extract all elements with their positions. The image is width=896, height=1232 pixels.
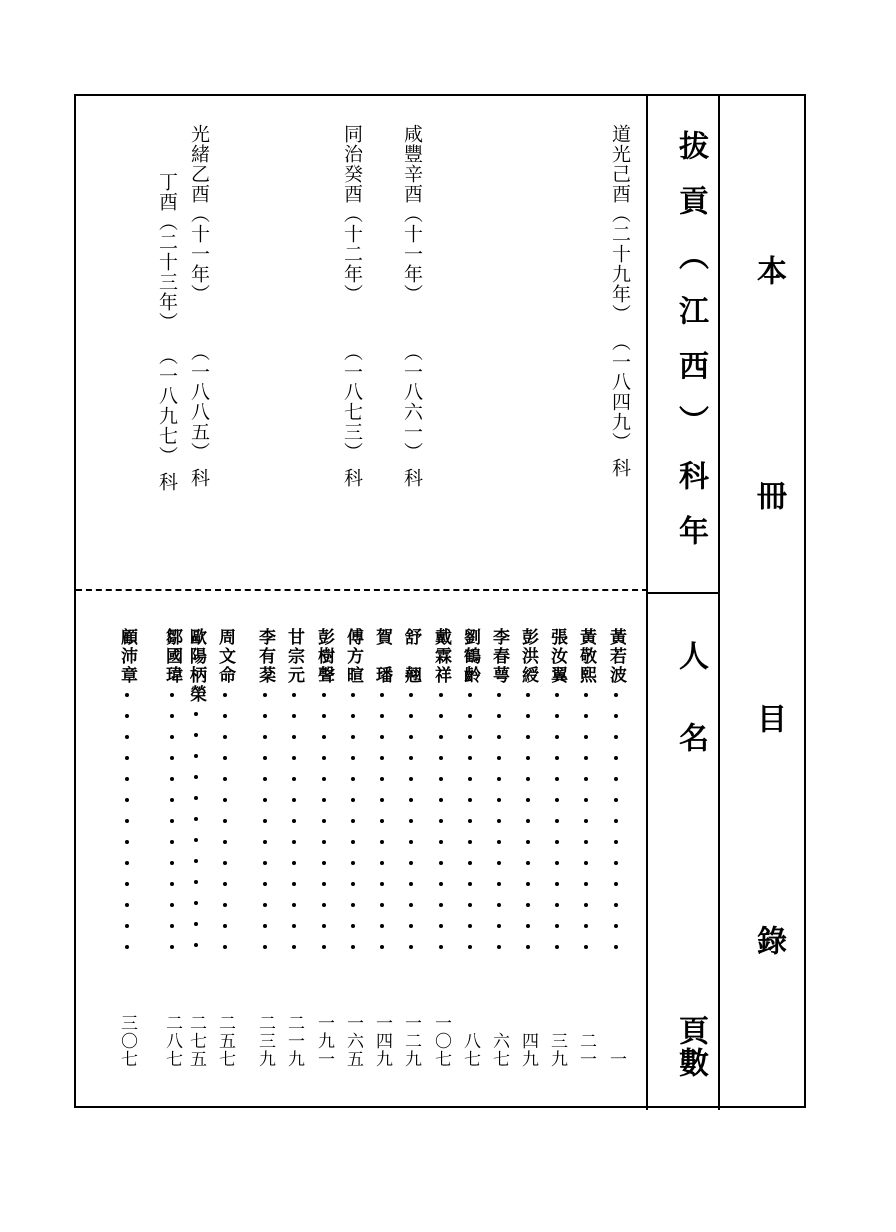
header-divider (648, 592, 718, 594)
list-item[interactable]: 甘宗元 二一九 (284, 628, 304, 1068)
header-exam-year: 拔貢︵江西︶科年 (673, 130, 708, 570)
leader-dots (223, 693, 227, 949)
list-item[interactable]: 鄒國瑋 二八七 (162, 628, 182, 1068)
list-item[interactable]: 李有棻 二三九 (255, 628, 275, 1068)
list-item[interactable]: 周文命 二五七 (215, 628, 235, 1068)
leader-dots (526, 693, 530, 949)
exam-year-4: 光緒乙酉︵十一年︶︵一八八五︶科 (188, 124, 210, 488)
list-item[interactable]: 彭樹聲 一九一 (314, 628, 334, 1068)
exam-year-2: 咸豐辛酉︵十一年︶︵一八六一︶科 (401, 124, 423, 488)
list-item[interactable]: 賀 璠 一四九 (372, 628, 392, 1068)
header-page-number: 頁數 (673, 1015, 708, 1079)
leader-dots (170, 693, 174, 949)
title-char-3: 目 (751, 703, 786, 733)
leader-dots (614, 693, 618, 949)
names-list (76, 590, 648, 1090)
leader-dots (439, 693, 443, 949)
title-char-2: 冊 (751, 480, 786, 510)
leader-dots (263, 693, 267, 949)
divider-header-title (718, 94, 720, 1110)
leader-dots (497, 693, 501, 949)
title-char-4: 錄 (751, 925, 786, 955)
list-item[interactable]: 黃若波 一 (606, 628, 626, 1068)
list-item[interactable]: 張汝翼 三九 (547, 628, 567, 1068)
leader-dots (125, 693, 129, 949)
leader-dots (555, 693, 559, 949)
leader-dots (194, 712, 198, 947)
leader-dots (380, 693, 384, 949)
exam-year-5: 丁酉︵二十三年︶︵一八九七︶科 (156, 172, 178, 492)
leader-dots (322, 693, 326, 949)
title-char-1: 本 (751, 255, 786, 285)
header-person-name: 人名 (673, 640, 708, 804)
list-item[interactable]: 顧沛章 三〇七 (117, 628, 137, 1068)
list-item[interactable]: 傅方暄 一六五 (343, 628, 363, 1068)
leader-dots (584, 693, 588, 949)
list-item[interactable]: 李春萼 六七 (489, 628, 509, 1068)
list-item[interactable]: 劉鶴齡 八七 (460, 628, 480, 1068)
leader-dots (468, 693, 472, 949)
exam-year-1: 道光己酉︵二十九年︶︵一八四九︶科 (609, 124, 631, 478)
list-item[interactable]: 舒 翹 一二九 (401, 628, 421, 1068)
list-item[interactable]: 歐陽柄榮 二七五 (186, 628, 206, 1068)
exam-year-3: 同治癸酉︵十二年︶︵一八七三︶科 (341, 124, 363, 488)
leader-dots (409, 693, 413, 949)
list-item[interactable]: 戴霖祥 一〇七 (431, 628, 451, 1068)
list-item[interactable]: 黃敬熙 二一 (576, 628, 596, 1068)
leader-dots (292, 693, 296, 949)
leader-dots (351, 693, 355, 949)
list-item[interactable]: 彭洪綬 四九 (518, 628, 538, 1068)
